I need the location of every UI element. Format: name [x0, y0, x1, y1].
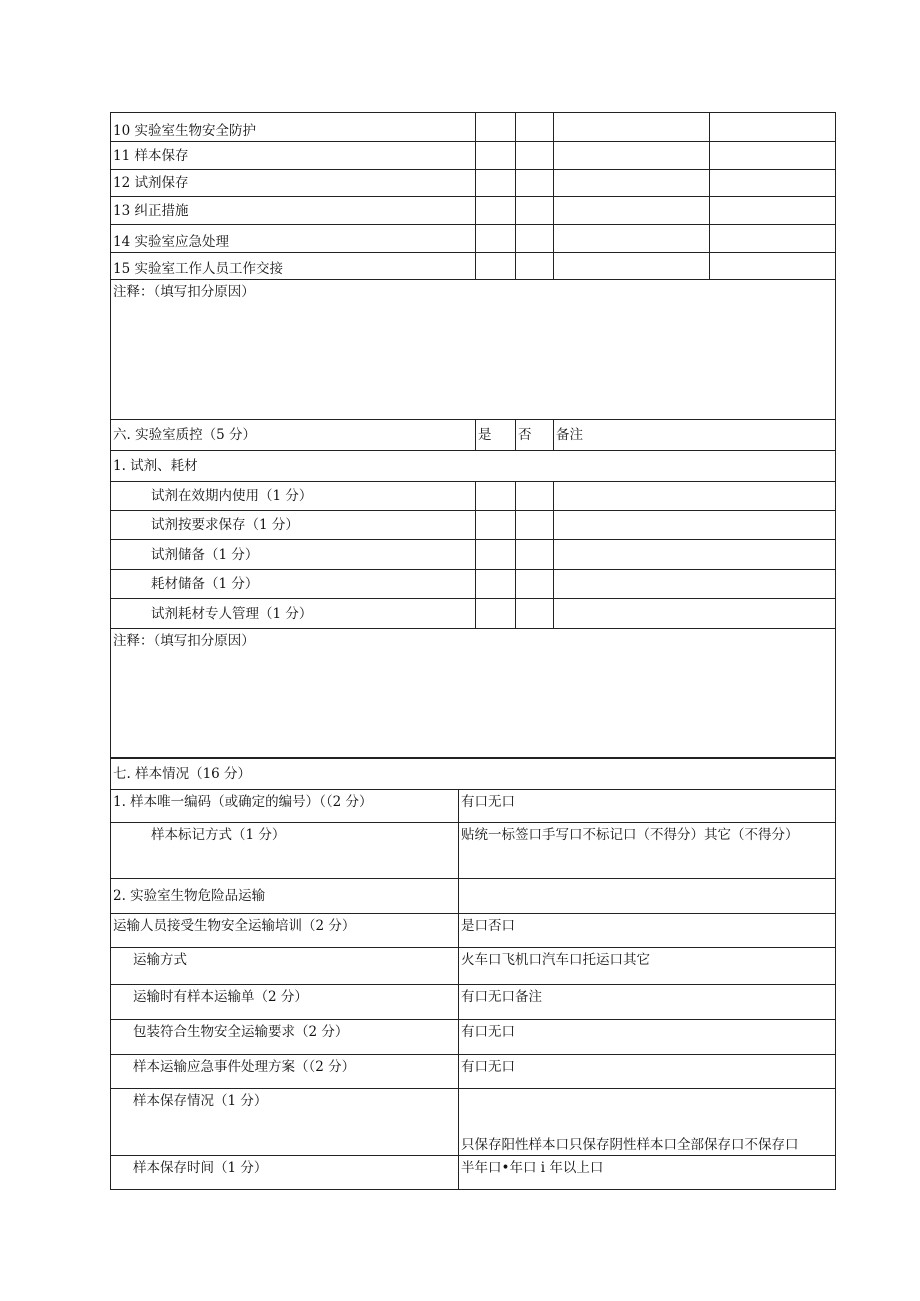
- row-label: 试剂按要求保存（1 分）: [111, 511, 476, 540]
- remark-cell[interactable]: [554, 142, 710, 170]
- remark-cell[interactable]: [554, 570, 836, 599]
- table-row: [111, 540, 836, 570]
- remark-cell[interactable]: [554, 253, 710, 280]
- note-label: 注释：（填写扣分原因）: [113, 284, 255, 300]
- row-value[interactable]: 半年口•年口 i 年以上口: [459, 1156, 836, 1190]
- row-value[interactable]: 只保存阳性样本口只保存阴性样本口全部保存口不保存口: [459, 1089, 836, 1156]
- yes-cell[interactable]: [476, 142, 516, 170]
- row-label: 样本运输应急事件处理方案（（2 分）: [111, 1055, 459, 1089]
- column-header-remark: 备注: [554, 420, 836, 451]
- yes-cell[interactable]: [476, 170, 516, 197]
- row-label: 10 实验室生物安全防护: [111, 113, 476, 142]
- table-row: [111, 570, 836, 599]
- row-label: 试剂储备（1 分）: [111, 540, 476, 570]
- note-cell[interactable]: [111, 629, 836, 758]
- remark-cell[interactable]: [554, 113, 710, 142]
- table-row: [111, 511, 836, 540]
- row-label: 样本保存时间（1 分）: [111, 1156, 459, 1190]
- table-row: [111, 823, 836, 879]
- yes-cell[interactable]: [476, 511, 516, 540]
- no-cell[interactable]: [516, 253, 554, 280]
- extra-cell[interactable]: [710, 142, 836, 170]
- yes-cell[interactable]: [476, 482, 516, 511]
- row-label: 1. 样本唯一编码（或确定的编号）（（2 分）: [111, 790, 459, 823]
- yes-cell[interactable]: [476, 197, 516, 225]
- row-label: 试剂在效期内使用（1 分）: [111, 482, 476, 511]
- sample-table: [110, 758, 836, 1190]
- yes-cell[interactable]: [476, 113, 516, 142]
- note-row: [111, 280, 836, 420]
- no-cell[interactable]: [516, 225, 554, 253]
- table-row: [111, 1089, 836, 1156]
- table-row: [111, 482, 836, 511]
- group-row: [111, 451, 836, 482]
- extra-cell[interactable]: [710, 253, 836, 280]
- row-value[interactable]: 有口无口: [459, 1020, 836, 1055]
- yes-cell[interactable]: [476, 570, 516, 599]
- no-cell[interactable]: [516, 482, 554, 511]
- row-label: 包装符合生物安全运输要求（2 分）: [111, 1020, 459, 1055]
- table-row: [111, 985, 836, 1020]
- row-value[interactable]: 有口无口备注: [459, 985, 836, 1020]
- table-row: [111, 197, 836, 225]
- remark-cell[interactable]: [554, 511, 836, 540]
- remark-cell[interactable]: [554, 599, 836, 629]
- no-cell[interactable]: [516, 599, 554, 629]
- table-row: [111, 1020, 836, 1055]
- table-row: [111, 1055, 836, 1089]
- section-title: 七. 样本情况（16 分）: [111, 759, 836, 790]
- yes-cell[interactable]: [476, 225, 516, 253]
- row-value[interactable]: 有口无口: [459, 1055, 836, 1089]
- no-cell[interactable]: [516, 540, 554, 570]
- row-label: 运输方式: [111, 948, 459, 985]
- table-row: [111, 253, 836, 280]
- table-row: [111, 599, 836, 629]
- extra-cell[interactable]: [710, 197, 836, 225]
- no-cell[interactable]: [516, 142, 554, 170]
- group-row: [111, 879, 836, 914]
- remark-cell[interactable]: [554, 197, 710, 225]
- row-value[interactable]: [459, 879, 836, 914]
- row-label: 试剂耗材专人管理（1 分）: [111, 599, 476, 629]
- row-label: 14 实验室应急处理: [111, 225, 476, 253]
- row-value[interactable]: 火车口飞机口汽车口托运口其它: [459, 948, 836, 985]
- remark-cell[interactable]: [554, 482, 836, 511]
- table-row: [111, 790, 836, 823]
- note-cell[interactable]: [111, 280, 836, 420]
- group-title: 1. 试剂、耗材: [111, 451, 836, 482]
- no-cell[interactable]: [516, 113, 554, 142]
- extra-cell[interactable]: [710, 225, 836, 253]
- table-row: [111, 170, 836, 197]
- row-label: 运输人员接受生物安全运输培训（2 分）: [111, 914, 459, 948]
- no-cell[interactable]: [516, 570, 554, 599]
- row-label: 样本保存情况（1 分）: [111, 1089, 459, 1156]
- note-label: 注释：（填写扣分原因）: [113, 633, 255, 649]
- row-value[interactable]: 是口否口: [459, 914, 836, 948]
- column-header-yes: 是: [476, 420, 516, 451]
- table-row: [111, 914, 836, 948]
- yes-cell[interactable]: [476, 540, 516, 570]
- section-header-row: [111, 420, 836, 451]
- remark-cell[interactable]: [554, 170, 710, 197]
- row-label: 样本标记方式（1 分）: [111, 823, 459, 879]
- row-label: 11 样本保存: [111, 142, 476, 170]
- extra-cell[interactable]: [710, 170, 836, 197]
- no-cell[interactable]: [516, 511, 554, 540]
- group-title: 2. 实验室生物危险品运输: [111, 879, 459, 914]
- column-header-no: 否: [516, 420, 554, 451]
- yes-cell[interactable]: [476, 253, 516, 280]
- yes-cell[interactable]: [476, 599, 516, 629]
- table-row: [111, 113, 836, 142]
- table-row: [111, 1156, 836, 1190]
- no-cell[interactable]: [516, 197, 554, 225]
- row-label: 12 试剂保存: [111, 170, 476, 197]
- no-cell[interactable]: [516, 170, 554, 197]
- section-header-row: [111, 759, 836, 790]
- row-label: 13 纠正措施: [111, 197, 476, 225]
- row-value[interactable]: 有口无口: [459, 790, 836, 823]
- remark-cell[interactable]: [554, 225, 710, 253]
- row-label: 运输时有样本运输单（2 分）: [111, 985, 459, 1020]
- table-row: [111, 948, 836, 985]
- row-value[interactable]: 贴统一标签口手写口不标记口（不得分）其它（不得分）: [459, 823, 836, 879]
- row-label: 耗材储备（1 分）: [111, 570, 476, 599]
- table-row: [111, 142, 836, 170]
- checklist-table-upper: [110, 112, 836, 758]
- extra-cell[interactable]: [710, 113, 836, 142]
- row-label: 15 实验室工作人员工作交接: [111, 253, 476, 280]
- section-title: 六. 实验室质控（5 分）: [111, 420, 476, 451]
- remark-cell[interactable]: [554, 540, 836, 570]
- note-row: [111, 629, 836, 758]
- table-row: [111, 225, 836, 253]
